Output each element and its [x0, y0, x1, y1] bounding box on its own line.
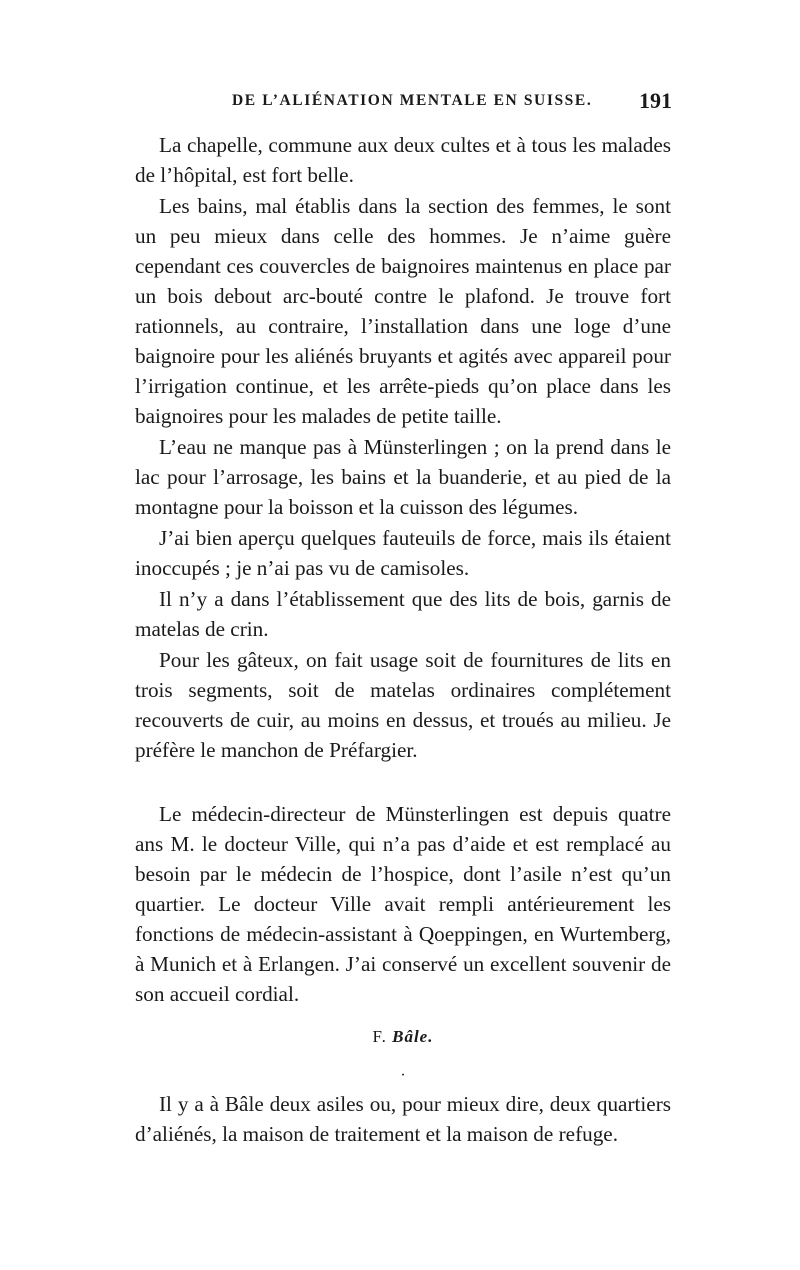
page-number: 191: [639, 88, 672, 113]
paragraph: Le médecin-directeur de Münsterlingen est depuis quatre ans M. le docteur Ville, qui n’a pas d’aide et est remplacé au besoin par le médecin de l’hospice, dont l’asile n’est qu’un quartier. Le docteur Ville avait rempli antérieurement les fonctions de médecin-assistant à Qoeppingen, en Wurtemberg, à Munich et à Erlangen. J’ai conservé un excellent souvenir de son accueil cordial.: [135, 802, 671, 1006]
paragraph: Il n’y a dans l’établissement que des lits de bois, garnis de matelas de crin.: [135, 587, 671, 641]
body-text: [135, 130, 671, 1149]
paragraph: La chapelle, commune aux deux cultes et à tous les malades de l’hôpital, est fort belle.: [135, 133, 671, 187]
running-head: DE L’ALIÉNATION MENTALE EN SUISSE.: [232, 92, 593, 109]
section-letter: F.: [372, 1027, 387, 1046]
paragraph: Pour les gâteux, on fait usage soit de fournitures de lits en trois segments, soit de matelas ordinaires complétement recouverts de cuir, au moins en dessus, et troués au milieu. Je préfère le manchon de Préfargier.: [135, 648, 671, 762]
section-title: Bâle.: [392, 1027, 434, 1046]
page-header: [232, 88, 672, 120]
section-heading: [135, 1027, 671, 1047]
paragraph: L’eau ne manque pas à Münsterlingen ; on la prend dans le lac pour l’arrosage, les bains et la buanderie, et au pied de la montagne pour la boisson et la cuisson des légumes.: [135, 435, 671, 519]
paragraph: Les bains, mal établis dans la section des femmes, le sont un peu mieux dans celle des hommes. Je n’aime guère cependant ces couvercles de baignoires maintenus en place par un bois debout arc-bouté contre le plafond. Je trouve fort rationnels, au contraire, l’installation dans une loge d’une baignoire pour les aliénés bruyants et agités avec appareil pour l’irrigation continue, et les arrête-pieds qu’on place dans les baignoires pour les malades de petite taille.: [135, 194, 671, 428]
paragraph-gap: [135, 765, 671, 799]
ornament-dot: ·: [400, 1067, 406, 1084]
paragraph: Il y a à Bâle deux asiles ou, pour mieux dire, deux quartiers d’aliénés, la maison de traitement et la maison de refuge.: [135, 1092, 671, 1146]
paragraph: J’ai bien aperçu quelques fauteuils de force, mais ils étaient inoccupés ; je n’ai pas vu de camisoles.: [135, 526, 671, 580]
